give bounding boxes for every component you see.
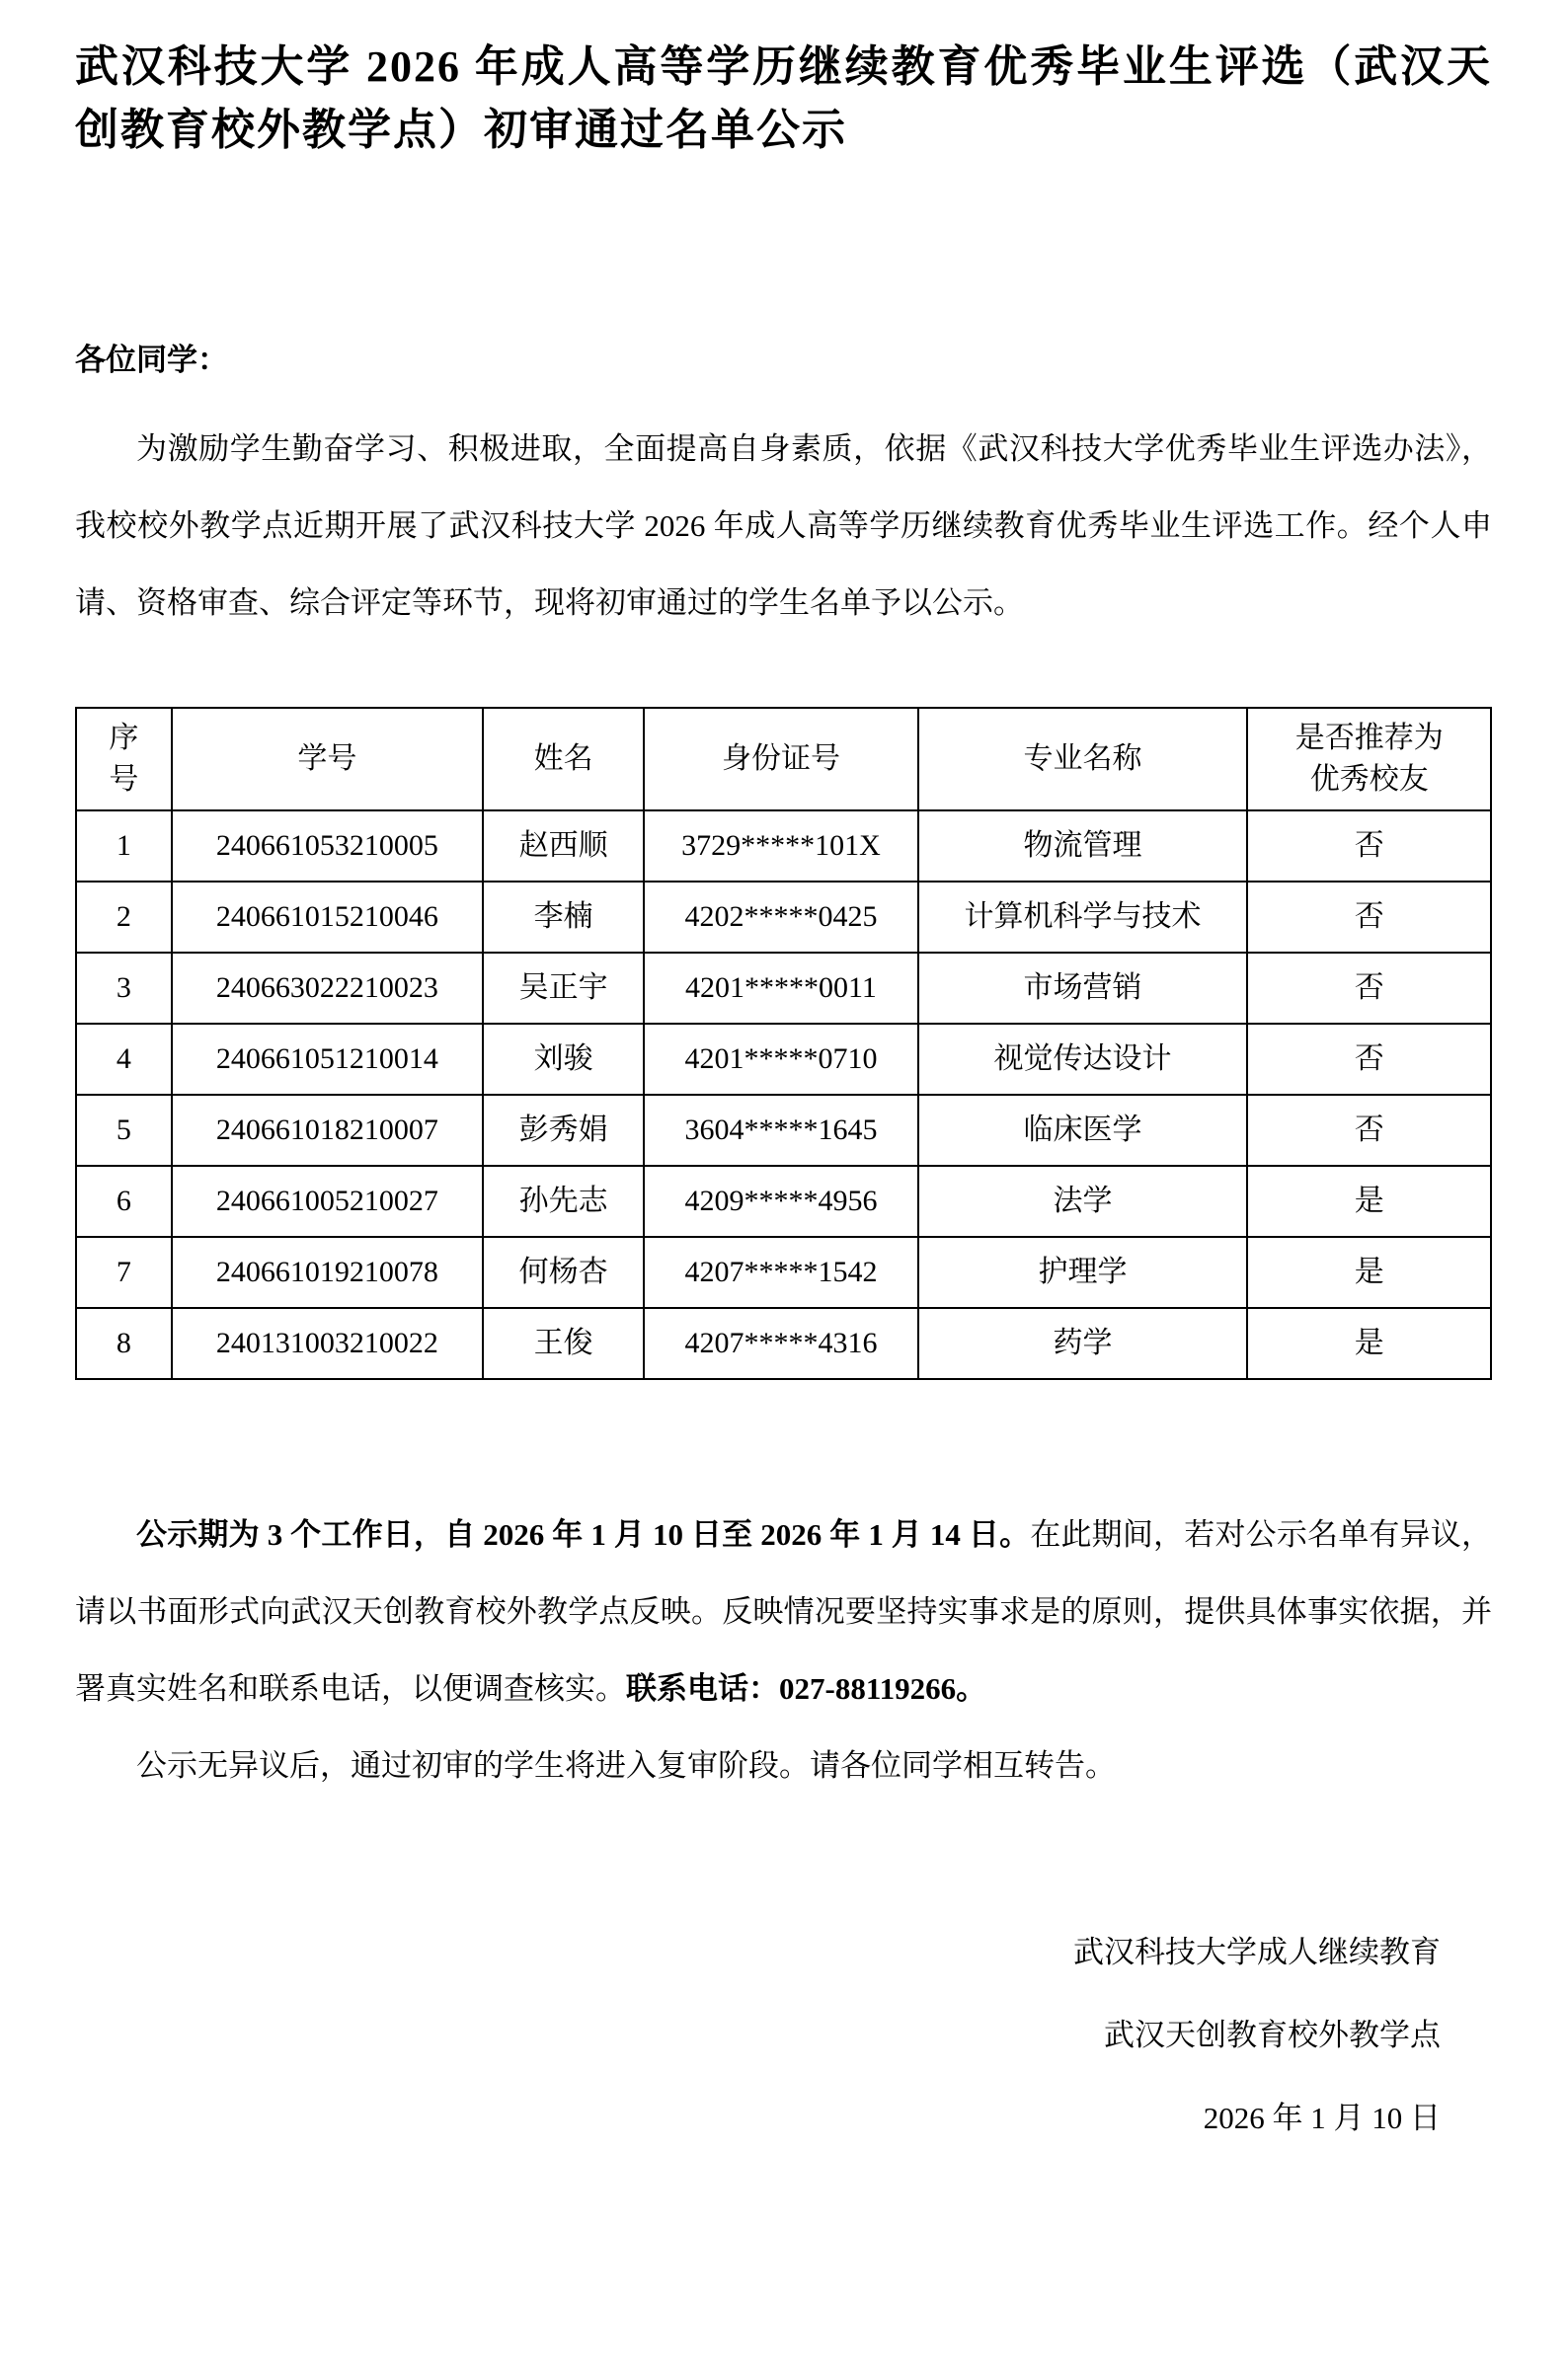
table-cell: 何杨杏	[483, 1237, 644, 1308]
col-header-name: 姓名	[483, 708, 644, 810]
table-cell: 4	[76, 1024, 172, 1095]
contact-phone: 联系电话：027-88119266。	[626, 1671, 987, 1706]
table-row	[76, 882, 1491, 953]
col-header-id-number: 身份证号	[644, 708, 917, 810]
table-cell: 3729*****101X	[644, 810, 917, 882]
table-cell: 4202*****0425	[644, 882, 917, 953]
table-cell: 6	[76, 1166, 172, 1237]
table-cell: 刘骏	[483, 1024, 644, 1095]
table-row	[76, 1024, 1491, 1095]
table-row	[76, 1166, 1491, 1237]
table-cell: 是	[1247, 1308, 1491, 1379]
table-cell: 3	[76, 953, 172, 1024]
table-body	[76, 810, 1491, 1379]
table-cell: 药学	[918, 1308, 1248, 1379]
table-cell: 7	[76, 1237, 172, 1308]
notice-period-text: 公示期为 3 个工作日，自 2026 年 1 月 10 日至 2026 年 1 月 14 日。	[136, 1517, 1031, 1552]
table-row	[76, 810, 1491, 882]
table-cell: 1	[76, 810, 172, 882]
col-header-index: 序号	[76, 708, 172, 810]
table-cell: 视觉传达设计	[918, 1024, 1248, 1095]
table-header-row	[76, 708, 1491, 810]
signature-date: 2026 年 1 月 10 日	[1203, 2101, 1441, 2135]
intro-paragraph: 为激励学生勤奋学习、积极进取，全面提高自身素质，依据《武汉科技大学优秀毕业生评选办法》，我校校外教学点近期开展了武汉科技大学 2026 年成人高等学历继续教育优秀毕业生评选工作。经个人申请、资格审查、综合评定等环节，现将初审通过的学生名单予以公示。	[75, 431, 1492, 620]
table-cell: 240661005210027	[172, 1166, 483, 1237]
col-header-student-id: 学号	[172, 708, 483, 810]
table-cell: 孙先志	[483, 1166, 644, 1237]
table-cell: 4209*****4956	[644, 1166, 917, 1237]
table-cell: 4201*****0011	[644, 953, 917, 1024]
table-cell: 4207*****4316	[644, 1308, 917, 1379]
table-cell: 彭秀娟	[483, 1095, 644, 1166]
table-row	[76, 1237, 1491, 1308]
table-cell: 否	[1247, 810, 1491, 882]
table-cell: 是	[1247, 1237, 1491, 1308]
table-cell: 240661051210014	[172, 1024, 483, 1095]
table-cell: 赵西顺	[483, 810, 644, 882]
table-cell: 5	[76, 1095, 172, 1166]
table-cell: 否	[1247, 1095, 1491, 1166]
signature-block	[75, 1911, 1492, 2160]
salutation: 各位同学：	[75, 343, 228, 377]
table-cell: 240661019210078	[172, 1237, 483, 1308]
col-header-major: 专业名称	[918, 708, 1248, 810]
table-cell: 吴正宇	[483, 953, 644, 1024]
table-cell: 护理学	[918, 1237, 1248, 1308]
signature-org-line2: 武汉天创教育校外教学点	[1104, 2018, 1441, 2052]
closing-paragraph: 公示无异议后，通过初审的学生将进入复审阶段。请各位同学相互转告。	[136, 1748, 1116, 1783]
page-title: 武汉科技大学 2026 年成人高等学历继续教育优秀毕业生评选（武汉天创教育校外教学点）初审通过名单公示	[75, 42, 1492, 154]
table-cell: 3604*****1645	[644, 1095, 917, 1166]
table-cell: 王俊	[483, 1308, 644, 1379]
table-cell: 240661015210046	[172, 882, 483, 953]
table-cell: 240661053210005	[172, 810, 483, 882]
table-row	[76, 1308, 1491, 1379]
table-cell: 否	[1247, 882, 1491, 953]
table-cell: 240131003210022	[172, 1308, 483, 1379]
table-cell: 物流管理	[918, 810, 1248, 882]
table-cell: 2	[76, 882, 172, 953]
table-cell: 否	[1247, 1024, 1491, 1095]
table-cell: 临床医学	[918, 1095, 1248, 1166]
approved-students-table	[75, 707, 1492, 1380]
table-cell: 市场营销	[918, 953, 1248, 1024]
signature-org-line1: 武汉科技大学成人继续教育	[1073, 1935, 1441, 1969]
table-cell: 8	[76, 1308, 172, 1379]
notice-detail-text: 在此期间，若对公示名单有异议，请以书面形式向武汉天创教育校外教学点反映。反映情况要坚持实事求是的原则，提供具体事实依据，并署真实姓名和联系电话，以便调查核实。	[75, 1517, 1493, 1706]
col-header-recommended: 是否推荐为优秀校友	[1247, 708, 1491, 810]
table-cell: 4207*****1542	[644, 1237, 917, 1308]
table-cell: 李楠	[483, 882, 644, 953]
table-cell: 240661018210007	[172, 1095, 483, 1166]
table-cell: 是	[1247, 1166, 1491, 1237]
table-row	[76, 1095, 1491, 1166]
table-cell: 计算机科学与技术	[918, 882, 1248, 953]
table-cell: 4201*****0710	[644, 1024, 917, 1095]
notice-paragraph	[75, 1497, 1492, 1727]
table-cell: 法学	[918, 1166, 1248, 1237]
table-row	[76, 953, 1491, 1024]
table-cell: 否	[1247, 953, 1491, 1024]
table-cell: 240663022210023	[172, 953, 483, 1024]
